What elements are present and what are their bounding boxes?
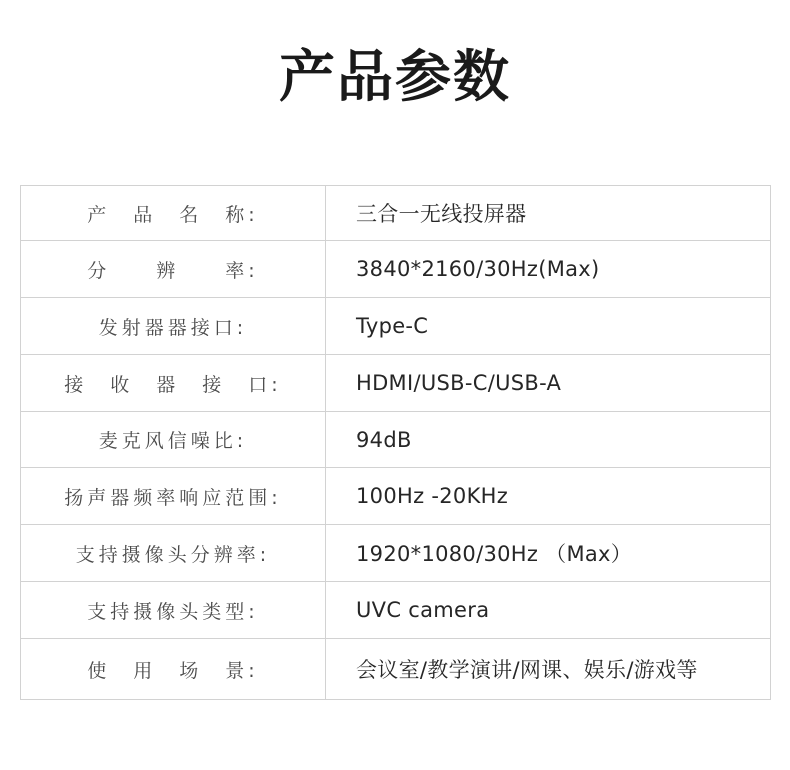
spec-value: 3840*2160/30Hz(Max) xyxy=(326,241,771,298)
spec-row-speaker-frequency xyxy=(21,468,771,525)
spec-label: 接 收 器 接 口: xyxy=(21,355,326,412)
spec-row-transmitter-port xyxy=(21,298,771,355)
spec-row-usage-scenarios xyxy=(21,639,771,700)
spec-value: 1920*1080/30Hz （Max） xyxy=(326,525,771,582)
spec-row-product-name xyxy=(21,186,771,241)
spec-label: 使 用 场 景: xyxy=(21,639,326,700)
spec-label: 分 辨 率: xyxy=(21,241,326,298)
spec-row-camera-resolution xyxy=(21,525,771,582)
spec-value: 100Hz -20KHz xyxy=(326,468,771,525)
spec-value: 94dB xyxy=(326,412,771,468)
spec-row-resolution xyxy=(21,241,771,298)
spec-value: HDMI/USB-C/USB-A xyxy=(326,355,771,412)
spec-label: 扬声器频率响应范围: xyxy=(21,468,326,525)
spec-value: UVC camera xyxy=(326,582,771,639)
spec-label: 产 品 名 称: xyxy=(21,186,326,241)
spec-value: 会议室/教学演讲/网课、娱乐/游戏等 xyxy=(326,639,771,700)
spec-row-camera-type xyxy=(21,582,771,639)
spec-row-receiver-port xyxy=(21,355,771,412)
spec-label: 发射器器接口: xyxy=(21,298,326,355)
spec-value: 三合一无线投屏器 xyxy=(326,186,771,241)
spec-label: 麦克风信噪比: xyxy=(21,412,326,468)
spec-table xyxy=(20,185,771,700)
spec-value: Type-C xyxy=(326,298,771,355)
spec-label: 支持摄像头分辨率: xyxy=(21,525,326,582)
spec-label: 支持摄像头类型: xyxy=(21,582,326,639)
spec-row-mic-snr xyxy=(21,412,771,468)
page-title: 产品参数 xyxy=(279,45,511,110)
